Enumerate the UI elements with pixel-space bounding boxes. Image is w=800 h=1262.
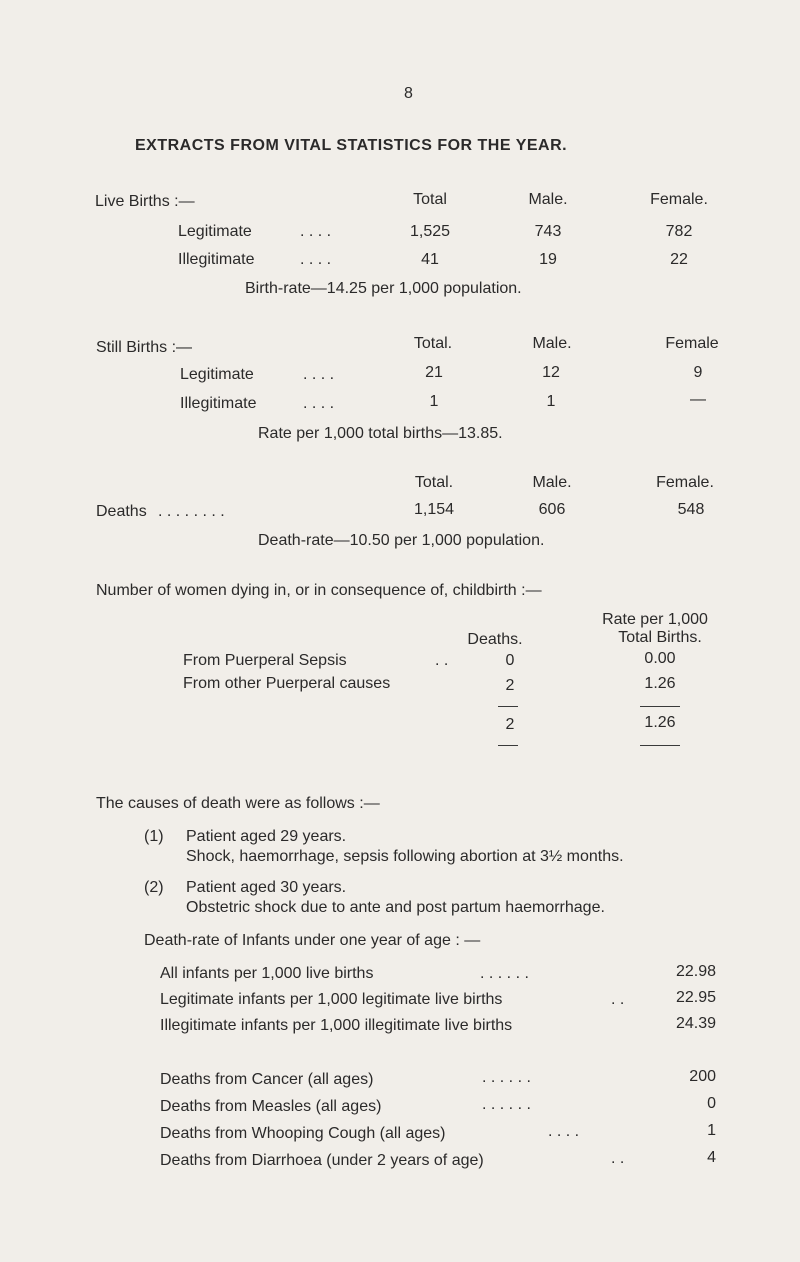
cause-line-2: Obstetric shock due to ante and post partum haemorrhage. [186, 899, 605, 916]
still-births-row-total: 21 [425, 364, 443, 381]
infant-row-value: 22.95 [675, 989, 716, 1006]
disease-row-label: Deaths from Whooping Cough (all ages) [160, 1125, 446, 1142]
deaths-male: 606 [538, 501, 566, 518]
still-births-row-male: 12 [542, 364, 560, 381]
still-birth-rate-text: Rate per 1,000 total births—13.85. [258, 425, 503, 442]
disease-row-value: 200 [689, 1068, 716, 1085]
still-births-row-male: 1 [546, 393, 556, 410]
live-births-col-male: Male. [528, 191, 568, 208]
dot-leader: . . . . . . . . [158, 503, 225, 520]
childbirth-row-rate: 1.26 [644, 675, 676, 692]
dot-leader: . . . . [300, 223, 332, 240]
death-rate-text: Death-rate—10.50 per 1,000 population. [258, 532, 545, 549]
infant-row-value: 22.98 [675, 963, 716, 980]
still-births-col-female: Female [665, 335, 719, 352]
dot-leader: . . . . [548, 1123, 580, 1140]
childbirth-total-deaths: 2 [505, 716, 515, 733]
live-births-row-label: Illegitimate [178, 251, 255, 268]
childbirth-row-deaths: 0 [505, 652, 515, 669]
cause-number: (2) [144, 879, 164, 896]
infant-row-label: All infants per 1,000 live births [160, 965, 374, 982]
sum-rule-rate-bottom [640, 745, 680, 746]
sum-rule-deaths-bottom [498, 745, 518, 746]
still-births-col-male: Male. [532, 335, 572, 352]
disease-row-value: 4 [707, 1149, 716, 1166]
dot-leader: . . [611, 991, 625, 1008]
cause-number: (1) [144, 828, 164, 845]
live-births-heading: Live Births :— [95, 193, 195, 210]
deaths-col-female: Female. [656, 474, 714, 491]
still-births-col-total: Total. [413, 335, 453, 352]
childbirth-row-rate: 0.00 [644, 650, 676, 667]
cause-line-1: Patient aged 30 years. [186, 879, 347, 896]
causes-heading: The causes of death were as follows :— [96, 795, 380, 812]
dot-leader: . . . . . . [482, 1096, 531, 1113]
disease-row-label: Deaths from Measles (all ages) [160, 1098, 382, 1115]
dot-leader: . . . . . . [480, 965, 529, 982]
live-births-row-male: 19 [539, 251, 557, 268]
infant-heading: Death-rate of Infants under one year of age : — [144, 932, 481, 949]
birth-rate-text: Birth-rate—14.25 per 1,000 population. [245, 280, 522, 297]
disease-row-value: 1 [707, 1122, 716, 1139]
still-births-row-label: Legitimate [180, 366, 254, 383]
cause-line-1: Patient aged 29 years. [186, 828, 347, 845]
dot-leader: . . . . [303, 366, 335, 383]
deaths-col-total: Total. [414, 474, 454, 491]
deaths-label: Deaths [96, 503, 147, 520]
childbirth-col-rate-2: Total Births. [618, 629, 702, 646]
childbirth-total-rate: 1.26 [644, 714, 676, 731]
live-births-row-total: 1,525 [409, 223, 451, 240]
page-number: 8 [404, 85, 413, 102]
still-births-heading: Still Births :— [96, 339, 193, 356]
dot-leader: . . [435, 652, 449, 669]
dot-leader: . . . . . . [482, 1069, 531, 1086]
dot-leader: . . . . [303, 395, 335, 412]
childbirth-col-deaths: Deaths. [467, 631, 523, 648]
infant-row-label: Legitimate infants per 1,000 legitimate live births [160, 991, 503, 1008]
dot-leader: . . . . [300, 251, 332, 268]
childbirth-row-label: From Puerperal Sepsis [183, 652, 347, 669]
live-births-col-female: Female. [650, 191, 708, 208]
disease-row-value: 0 [707, 1095, 716, 1112]
disease-row-label: Deaths from Diarrhoea (under 2 years of age) [160, 1152, 484, 1169]
deaths-total: 1,154 [413, 501, 455, 518]
infant-row-label: Illegitimate infants per 1,000 illegitimate live births [160, 1017, 513, 1034]
disease-row-label: Deaths from Cancer (all ages) [160, 1071, 374, 1088]
live-births-row-total: 41 [421, 251, 439, 268]
dot-leader: . . [611, 1150, 625, 1167]
deaths-female: 548 [677, 501, 705, 518]
still-births-row-label: Illegitimate [180, 395, 257, 412]
childbirth-heading: Number of women dying in, or in consequence of, childbirth :— [96, 582, 542, 599]
still-births-row-total: 1 [429, 393, 439, 410]
live-births-col-total: Total [413, 191, 447, 208]
childbirth-col-rate-1: Rate per 1,000 [602, 611, 708, 628]
page-title: EXTRACTS FROM VITAL STATISTICS FOR THE YEAR. [135, 137, 568, 154]
infant-row-value: 24.39 [675, 1015, 716, 1032]
live-births-row-label: Legitimate [178, 223, 252, 240]
childbirth-row-deaths: 2 [505, 677, 515, 694]
childbirth-row-label: From other Puerperal causes [183, 675, 391, 692]
deaths-col-male: Male. [532, 474, 572, 491]
live-births-row-female: 782 [665, 223, 693, 240]
still-births-row-female: — [690, 391, 706, 408]
cause-line-2: Shock, haemorrhage, sepsis following abortion at 3½ months. [186, 848, 624, 865]
sum-rule-deaths [498, 706, 518, 707]
still-births-row-female: 9 [693, 364, 703, 381]
live-births-row-male: 743 [534, 223, 562, 240]
live-births-row-female: 22 [670, 251, 688, 268]
sum-rule-rate [640, 706, 680, 707]
